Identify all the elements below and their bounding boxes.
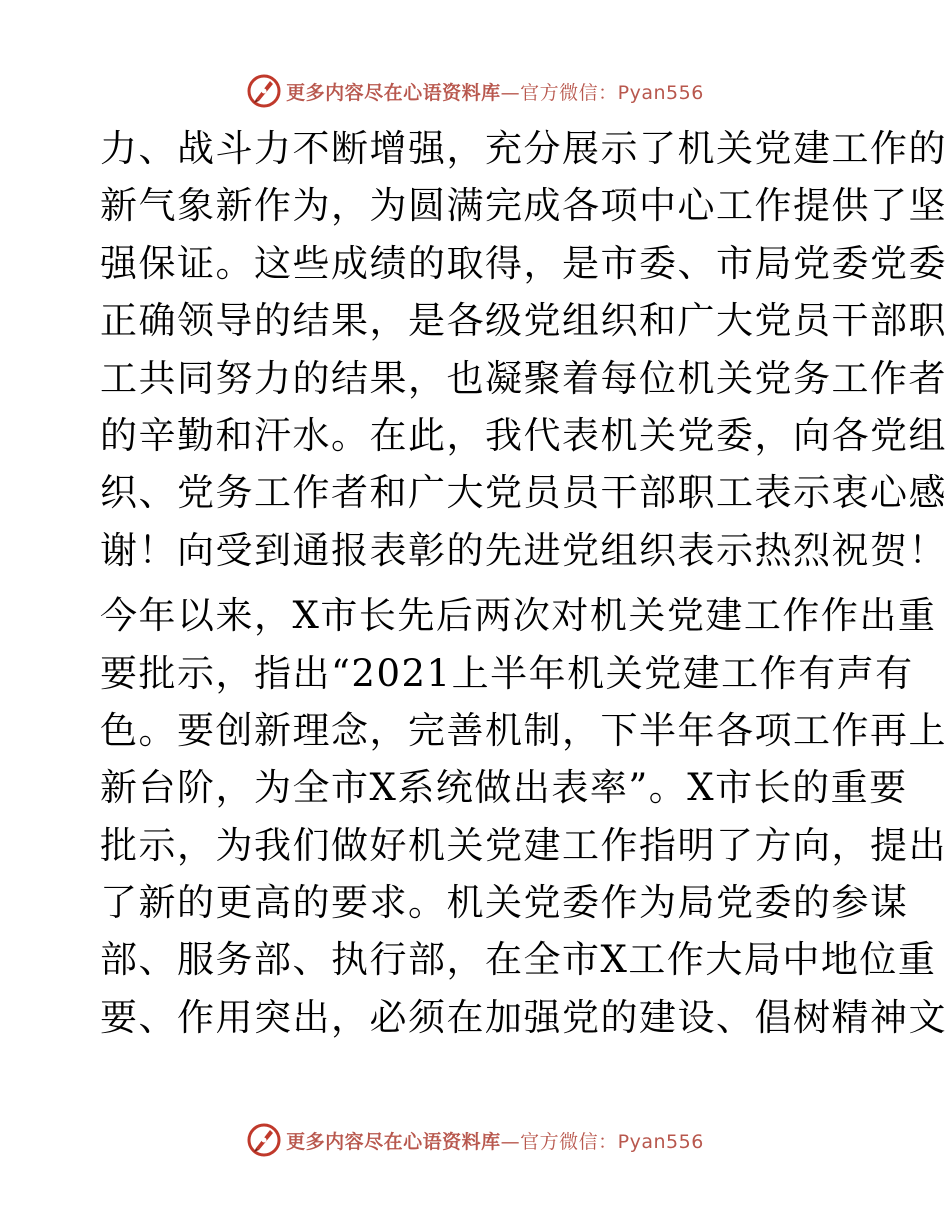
footer-banner xyxy=(0,1120,950,1160)
text-line: 要、作用突出，必须在加强党的建设、倡树精神文 xyxy=(100,995,947,1039)
text-line: 力、战斗力不断增强，充分展示了机关党建工作的 xyxy=(100,127,947,170)
quill-pen-logo-icon xyxy=(246,73,282,109)
text-line: 正确领导的结果，是各级党组织和广大党员干部职 xyxy=(100,299,947,343)
text-line: 了新的更高的要求。机关党委作为局党委的参谋 xyxy=(100,881,909,925)
document-body xyxy=(100,120,947,1046)
banner-site-text: 更多内容尽在心语资料库 xyxy=(286,1130,501,1153)
text-line: 部、服务部、执行部，在全市X工作大局中地位重 xyxy=(100,938,937,982)
text-line: 批示，为我们做好机关党建工作指明了方向，提出 xyxy=(100,823,947,867)
text-line: 色。要创新理念，完善机制，下半年各项工作再上 xyxy=(100,708,947,752)
quill-pen-logo-icon xyxy=(246,1122,282,1158)
banner-text xyxy=(286,78,704,105)
paragraph-1 xyxy=(100,120,947,579)
text-line: 新台阶，为全市X系统做出表率”。X市长的重要 xyxy=(100,766,908,810)
text-line: 今年以来，X市长先后两次对机关党建工作作出重 xyxy=(100,594,937,638)
banner-dash: — xyxy=(500,1130,521,1153)
banner-contact-text: 官方微信：Pyan556 xyxy=(520,81,704,104)
banner-dash: — xyxy=(500,81,521,104)
text-line: 强保证。这些成绩的取得，是市委、市局党委党委 xyxy=(100,241,947,285)
banner-contact-text: 官方微信：Pyan556 xyxy=(520,1130,704,1153)
header-banner xyxy=(0,71,950,111)
text-line: 谢！向受到通报表彰的先进党组织表示热烈祝贺！ xyxy=(100,528,947,572)
paragraph-2 xyxy=(100,587,947,1046)
text-line: 织、党务工作者和广大党员员干部职工表示衷心感 xyxy=(100,471,947,515)
banner-site-text: 更多内容尽在心语资料库 xyxy=(286,81,501,104)
text-line: 工共同努力的结果，也凝聚着每位机关党务工作者 xyxy=(100,356,947,400)
banner-text xyxy=(286,1127,704,1154)
text-line: 的辛勤和汗水。在此，我代表机关党委，向各党组 xyxy=(100,413,947,457)
text-line: 要批示，指出“2021上半年机关党建工作有声有 xyxy=(100,651,914,695)
text-line: 新气象新作为，为圆满完成各项中心工作提供了坚 xyxy=(100,184,947,228)
